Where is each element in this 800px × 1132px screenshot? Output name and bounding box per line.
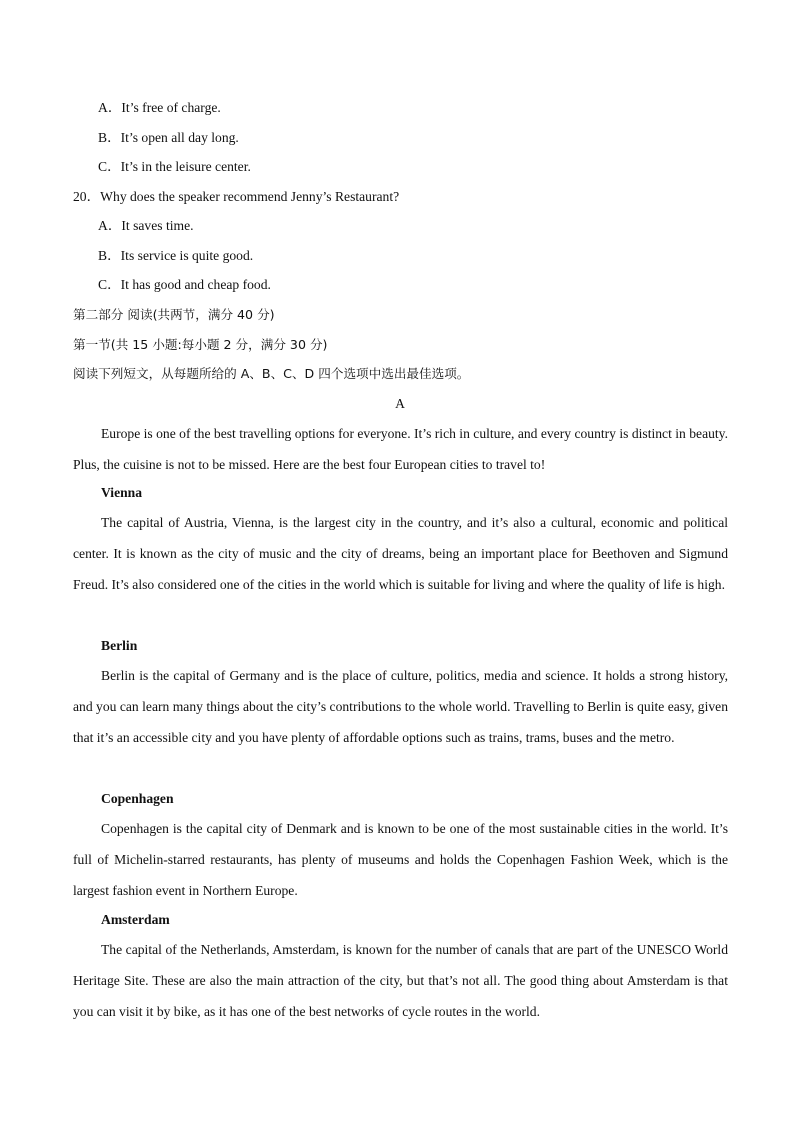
q20-option-c: C．It has good and cheap food. [98, 277, 271, 292]
city-text-amsterdam: The capital of the Netherlands, Amsterdam, is known for the number of canals that are part of the UNESCO World Heritage Site. These are also the main attraction of the city, but that’s not all. The good thing about Amsterdam is that you can visit it by bike, as it has one of the best networks of cycle routes in the world. [73, 942, 728, 1020]
q20-option-b: B．Its service is quite good. [98, 248, 254, 263]
passage-label: A [395, 396, 405, 411]
q19-option-b: B．It’s open all day long. [98, 130, 239, 145]
passage-intro: Europe is one of the best travelling options for everyone. It’s rich in culture, and every country is distinct in beauty. Plus, the cuisine is not to be missed. Here are the best four European cities to travel to! [73, 426, 728, 473]
city-text-copenhagen: Copenhagen is the capital city of Denmark and is known to be one of the most sustainable cities in the world. It’s full of Michelin-starred restaurants, has plenty of museums and holds the Copenhagen Fashion Week, which is the largest fashion event in Northern Europe. [73, 821, 728, 899]
q20-option-a: A．It saves time. [98, 218, 194, 233]
section-part-heading: 第二部分 阅读(共两节，满分 40 分) [73, 307, 275, 322]
city-heading-vienna: Vienna [101, 485, 143, 500]
q19-option-a: A．It’s free of charge. [98, 100, 221, 115]
subsection-heading: 第一节(共 15 小题:每小题 2 分，满分 30 分) [73, 337, 328, 352]
city-heading-copenhagen: Copenhagen [101, 791, 174, 806]
city-text-vienna: The capital of Austria, Vienna, is the largest city in the country, and it’s also a cultural, economic and political center. It is known as the city of music and the city of dreams, being an important place for Beethoven and Sigmund Freud. It’s also considered one of the cities in the world which is suitable for living and where the quality of life is high. [73, 515, 728, 593]
instructions: 阅读下列短文，从每题所给的 A、B、C、D 四个选项中选出最佳选项。 [73, 366, 470, 381]
q19-option-c: C．It’s in the leisure center. [98, 159, 251, 174]
q20-question: 20．Why does the speaker recommend Jenny’s Restaurant? [73, 189, 400, 204]
city-heading-amsterdam: Amsterdam [101, 912, 170, 927]
city-heading-berlin: Berlin [101, 638, 138, 653]
city-text-berlin: Berlin is the capital of Germany and is the place of culture, politics, media and science. It holds a strong history, and you can learn many things about the city’s contributions to the whole world. Travelling to Berlin is quite easy, given that it’s an accessible city and you have plenty of affordable options such as trains, trams, buses and the metro. [73, 668, 728, 746]
